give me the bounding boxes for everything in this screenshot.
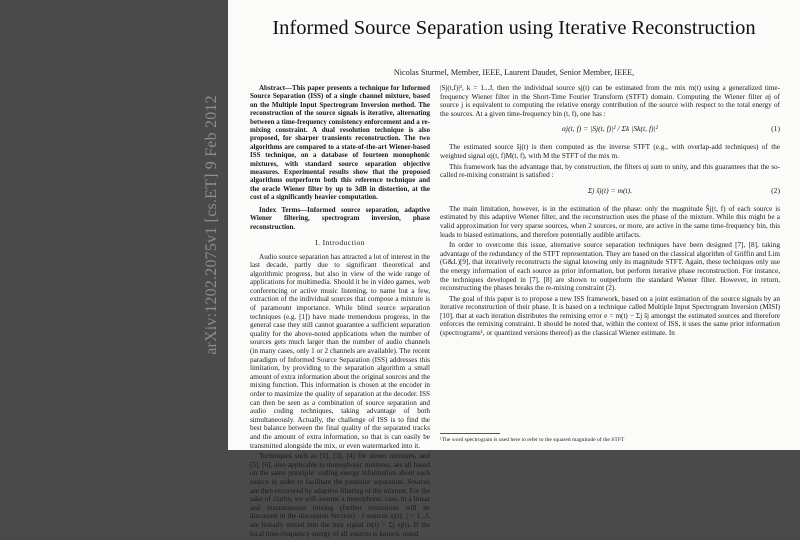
footnote: ¹The word spectrogram is used here to refer to the squared magnitude of the STFT bbox=[440, 437, 625, 443]
left-column bbox=[250, 84, 430, 540]
abstract: Abstract—This paper presents a technique for Informed Source Separation (ISS) of a single channel mixture, based on the Multiple Input Spectrogram Inversion method. The reconstruction of the source signals is iterative, alternating between a time-frequency consistency enforcement and a re-mixing constraint. A dual resolution technique is also proposed, for sharper transients reconstruction. The two algorithms are compared to a state-of-the-art Wiener-based ISS technique, on a database of fourteen monophonic mixtures, with standard source separation objective measures. Experimental results show that the proposed algorithms outperform both this reference technique and the oracle Wiener filter by up to 3dB in distortion, at the cost of a significantly heavier computation. bbox=[250, 84, 430, 202]
arxiv-stamp: arXiv:1202.2075v1 [cs.ET] 9 Feb 2012 bbox=[203, 95, 220, 355]
body-paragraph: The main limitation, however, is in the estimation of the phase: only the magnitude Ŝj(t, f) of each source is estimated by this adaptive Wiener filter, and the reconstruction uses the phase of the mixture. While this might be a valid approximation for very sparse sources, when 2 sources, or more, are active in the same time-frequency bin, this leads to biased estimations, and therefore potentially audible artifacts. bbox=[440, 204, 780, 239]
body-paragraph: The goal of this paper is to propose a new ISS framework, based on a joint estimation of the source signals by an iterative reconstruction of their phase. It is based on a technique called Multiple Input Spectrogram Inversion (MISI) [10], that at each iteration distributes the remixing error e = m(t) − Σj ŝj amongst the estimated sources and therefore enforces the remixing constraint. It should be noted that, within the context of ISS, it uses the same prior information (spectrograms¹, or quantized versions thereof) as the classical Wiener estimate. In bbox=[440, 294, 780, 338]
equation-expression: Σj ŝj(t) = m(t). bbox=[587, 185, 633, 195]
paper-title: Informed Source Separation using Iterative Reconstruction bbox=[272, 17, 756, 39]
body-paragraph: This framework has the advantage that, by construction, the filters αj sum to unity, and this guarantees that the so-called re-mixing constraint is satisfied : bbox=[440, 162, 780, 180]
equation-expression: αj(t, f) = |Sj(t, f)|² / Σk |Sk(t, f)|² bbox=[562, 124, 658, 134]
arxiv-sidebar bbox=[198, 0, 226, 450]
intro-paragraph: Audio source separation has attracted a lot of interest in the last decade, partly due to significant theoretical and algorithmic progress, but also in view of the wide range of applications for multimedia. Should it be in video games, web conferencing or active music listening, to name but a few, extraction of the individual sources that compose a mixture is of paramount importance. While blind source separation techniques (e.g. [1]) have made tremendous progress, in the general case they still cannot guarantee a sufficient separation quality for the above-noted applications when the number of sources gets much larger than the number of audio channels (in many cases, only 1 or 2 channels are available). The recent paradigm of Informed Source Separation (ISS) addresses this limitation, by providing to the separation algorithm a small amount of extra information about the original sources and the mixing function. This information is chosen at the encoder in order to maximize the quality of separation at the decoder. ISS can then be seen as a combination of source separation and audio coding techniques, taking advantage of both simultaneously. Actually, the challenge of ISS is to find the best balance between the final quality of the separated tracks and the amount of extra information, so that is can easily be transmitted alongside the mix, or even watermarked into it. bbox=[250, 252, 430, 450]
index-terms: Index Terms—Informed source separation, adaptive Wiener filtering, spectrogram inversion, phase reconstruction. bbox=[250, 205, 430, 231]
section-heading: I. Introduction bbox=[315, 237, 365, 247]
right-column bbox=[440, 84, 780, 340]
paper-authors: Nicolas Sturmel, Member, IEEE, Laurent Daudet, Senior Member, IEEE, bbox=[393, 68, 635, 77]
body-paragraph: In order to overcome this issue, alternative source separation techniques have been designed [7], [8], taking advantage of the redundancy of the STFT representation. They are based on the classical algorithm of Griffin and Lim (G&L)[9], that iteratively reconstructs the signal knowing only its magnitude STFT. Again, these techniques only use the energy information of each source as prior information, but perform iterative phase reconstruction. For instance, the techniques developed in [7], [8] are shown to outperform the standard Wiener filter. However, in return, reconstructing the phases breaks the re-mixing constraint (2). bbox=[440, 241, 780, 293]
body-paragraph: The estimated source ŝj(t) is then computed as the inverse STFT (e.g., with overlap-add techniques) of the weighted signal αj(t, f)M(t, f), with M the STFT of the mix m. bbox=[440, 143, 780, 160]
paper-page bbox=[228, 0, 800, 538]
equation-number: (2) bbox=[771, 185, 780, 195]
equation-number: (1) bbox=[771, 124, 780, 134]
intro-paragraph: Techniques such as [2], [3], [4] for stereo mixtures, and [5], [6], also applicable to monophonic mixtures, are all based on the same principle: coding energy information about each source in order to facilitate the posterior separation. Sources are then recovered by adaptive filtering of the mixture. For the sake of clarity, we will assume a monophonic case, in a linear and instantaneous mixing (further extensions will be discussed in the discussion Section) : J sources sj(t), j = 1...J, are linearly mixed into the mix signal m(t) = Σj sj(t). If the local time-frequency energy of all sources is known, noted bbox=[250, 452, 430, 538]
footnote-rule bbox=[440, 433, 500, 434]
body-paragraph: |Sj(t,f)|², k = 1...J, then the individual source sj(t) can be estimated from the mix m(t) using a generalized time-frequency Wiener filter in the Short-Time Fourier Transform (STFT) domain. Computing the Wiener filter αj of source j is equivalent to computing the relative energy contribution of the source with respect to the total energy of the sources. At a given time-frequency bin (t, f), one has : bbox=[440, 84, 780, 118]
equation-1 bbox=[440, 121, 780, 139]
equation-2 bbox=[440, 183, 780, 201]
